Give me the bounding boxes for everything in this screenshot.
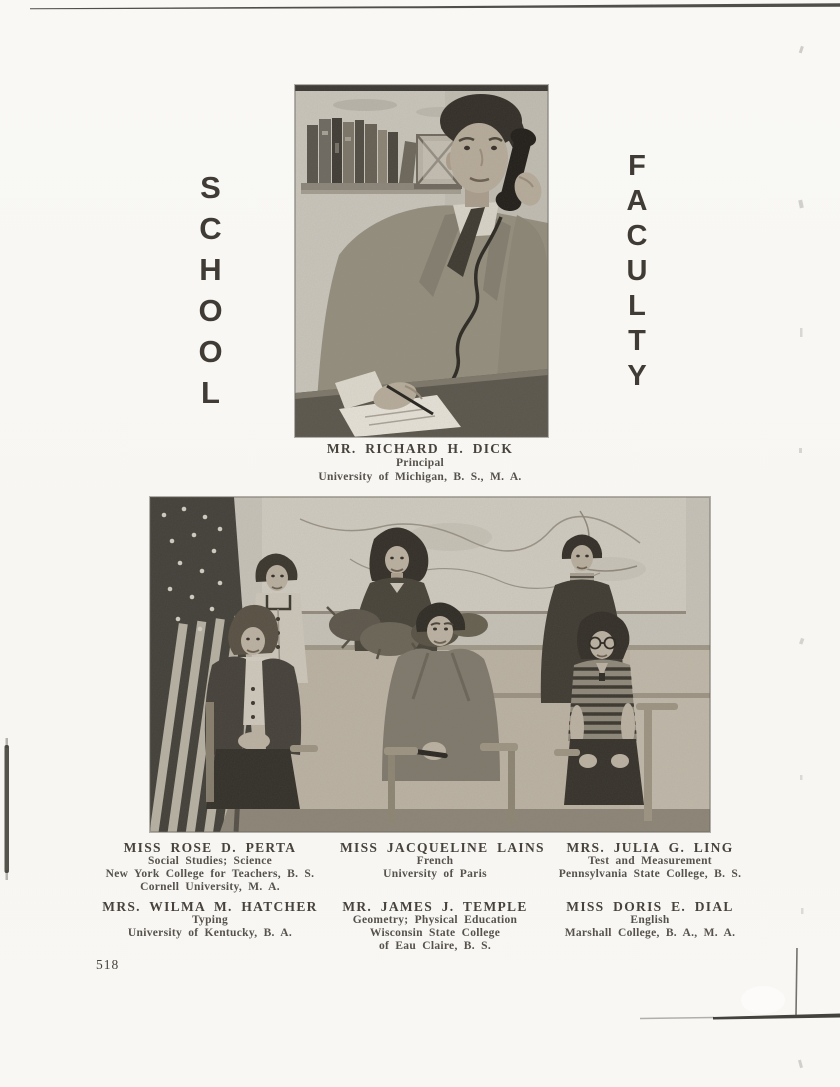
faculty-group-photo: [150, 497, 710, 832]
scan-artifact-top-edge-line: [30, 3, 840, 9]
faculty-detail: Pennsylvania State College, B. S.: [558, 868, 742, 880]
faculty-detail: French: [416, 855, 454, 867]
faculty-entry: [530, 899, 770, 940]
faculty-detail: Geometry; Physical Education: [352, 914, 518, 926]
faculty-detail: Social Studies; Science: [147, 855, 273, 867]
principal-photo: [295, 85, 548, 437]
faculty-detail: Marshall College, B. A., M. A.: [564, 927, 736, 939]
principal-title: Principal: [395, 457, 445, 469]
faculty-detail: Cornell University, M. A.: [140, 881, 280, 893]
faculty-entry: [340, 840, 545, 899]
scan-artifact-left-binding-mark: [5, 745, 10, 873]
side-title-school: SCHOOL: [193, 170, 228, 416]
faculty-column-right: [530, 840, 770, 953]
faculty-detail: Wisconsin State College: [369, 927, 501, 939]
faculty-detail: New York College for Teachers, B. S.: [105, 868, 315, 880]
faculty-detail: English: [630, 914, 670, 926]
principal-name: MR. RICHARD H. DICK: [326, 441, 514, 456]
scan-artifact-bottom-right-line: [713, 1014, 840, 1020]
faculty-directory: [80, 840, 770, 953]
faculty-name: MISS JACQUELINE LAINS: [340, 840, 545, 855]
faculty-detail: of Eau Claire, B. S.: [378, 940, 492, 952]
faculty-name: MR. JAMES J. TEMPLE: [342, 899, 528, 914]
principal-credentials: University of Michigan, B. S., M. A.: [318, 471, 522, 483]
faculty-name: MRS. WILMA M. HATCHER: [102, 899, 318, 914]
faculty-column-left: [80, 840, 340, 953]
faculty-entry: [340, 899, 530, 953]
scan-artifact-right-vertical-line: [796, 948, 797, 1015]
principal-caption: [270, 441, 570, 484]
faculty-detail: University of Kentucky, B. A.: [127, 927, 293, 939]
faculty-detail: Typing: [191, 914, 229, 926]
faculty-name: MISS ROSE D. PERTA: [123, 840, 297, 855]
faculty-entry: [80, 899, 340, 940]
faculty-entry: [530, 840, 770, 899]
faculty-column-middle: [340, 840, 545, 953]
faculty-detail: University of Paris: [383, 868, 487, 880]
page-number: 518: [96, 957, 120, 972]
scan-artifact-specks: [798, 46, 804, 1068]
side-title-faculty: FACULTY: [621, 150, 653, 395]
faculty-detail: Test and Measurement: [588, 855, 712, 867]
faculty-name: MISS DORIS E. DIAL: [566, 899, 734, 914]
faculty-entry: [80, 840, 340, 899]
faculty-name: MRS. JULIA G. LING: [566, 840, 734, 855]
